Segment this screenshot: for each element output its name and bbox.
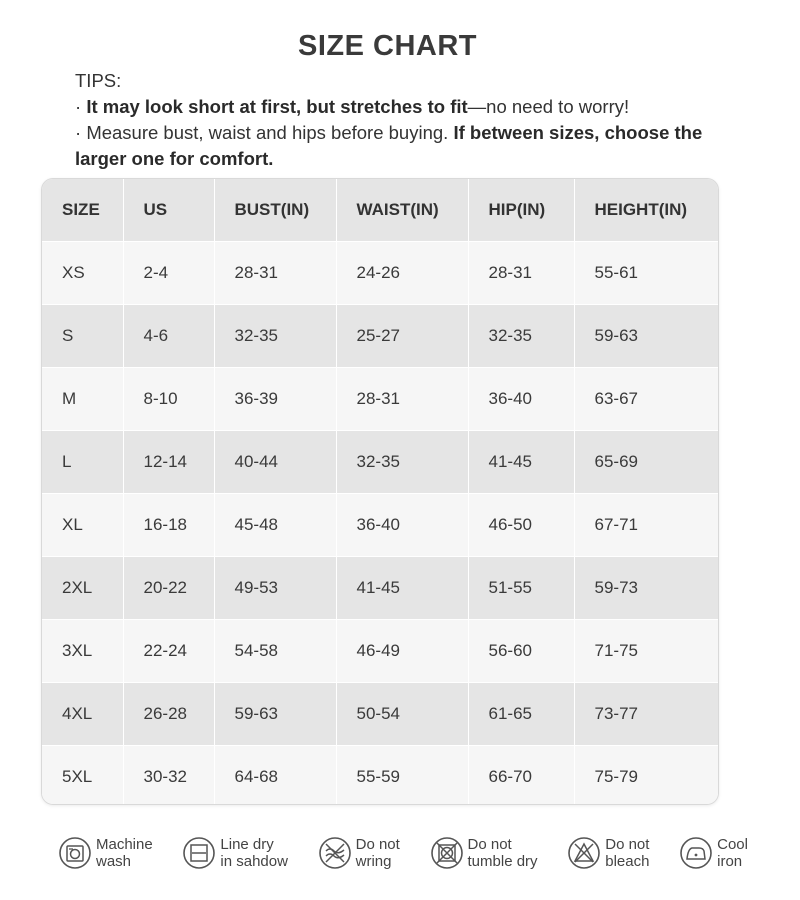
cell-waist: 41-45 [336,557,468,620]
cell-hip: 51-55 [468,557,574,620]
cell-waist: 46-49 [336,620,468,683]
do-not-wring-icon [318,836,352,870]
cell-bust: 59-63 [214,683,336,746]
cell-size: 4XL [42,683,123,746]
cell-us: 30-32 [123,746,214,806]
care-item [430,836,538,870]
cell-height: 65-69 [574,431,718,494]
cell-hip: 61-65 [468,683,574,746]
do-not-bleach-icon [567,836,601,870]
cell-waist: 32-35 [336,431,468,494]
cell-bust: 40-44 [214,431,336,494]
cell-waist: 24-26 [336,242,468,305]
cell-bust: 54-58 [214,620,336,683]
care-label [356,836,400,870]
cell-us: 8-10 [123,368,214,431]
care-item [567,836,649,870]
table-row [42,683,718,746]
cell-bust: 28-31 [214,242,336,305]
table-row [42,305,718,368]
cell-size: 5XL [42,746,123,806]
cell-hip: 28-31 [468,242,574,305]
care-label-line-1: Line dry [220,836,274,853]
table-row [42,494,718,557]
cell-us: 20-22 [123,557,214,620]
tip-line-1: · It may look short at first, but stretches to fit—no need to worry! [75,96,630,117]
cell-hip: 56-60 [468,620,574,683]
cell-height: 67-71 [574,494,718,557]
care-label-line-1: Cool [717,836,748,853]
header-size: SIZE [42,179,123,242]
care-label-line-1: Do not [467,836,512,853]
header-height: HEIGHT(IN) [574,179,718,242]
tip-1-rest: —no need to worry! [467,96,630,117]
cell-height: 71-75 [574,620,718,683]
cell-size: 3XL [42,620,123,683]
do-not-tumble-dry-icon [430,836,464,870]
care-item [58,836,153,870]
table-header-row [42,179,718,242]
machine-wash-icon [58,836,92,870]
table-row [42,431,718,494]
cell-waist: 50-54 [336,683,468,746]
care-label-line-2: wring [355,853,392,870]
care-instructions [58,832,748,874]
cell-hip: 41-45 [468,431,574,494]
care-label-line-2: tumble dry [467,853,538,870]
care-label [468,836,538,870]
care-item [182,836,288,870]
care-label-line-2: wash [96,853,132,870]
cell-hip: 36-40 [468,368,574,431]
cell-size: L [42,431,123,494]
cell-waist: 55-59 [336,746,468,806]
size-table [42,179,718,805]
cell-bust: 45-48 [214,494,336,557]
table-row [42,557,718,620]
cell-waist: 28-31 [336,368,468,431]
cell-us: 2-4 [123,242,214,305]
cell-us: 22-24 [123,620,214,683]
care-item [679,836,748,870]
care-label [96,836,153,870]
line-dry-icon [182,836,216,870]
cell-size: 2XL [42,557,123,620]
cell-height: 75-79 [574,746,718,806]
care-label-line-1: Machine [96,836,153,853]
cell-height: 63-67 [574,368,718,431]
tip-1-bold: It may look short at first, but stretches to fit [86,96,468,117]
cell-height: 73-77 [574,683,718,746]
table-row [42,368,718,431]
cell-hip: 46-50 [468,494,574,557]
cell-size: XS [42,242,123,305]
table-body [42,242,718,806]
care-label-line-1: Do not [605,836,650,853]
care-item [318,836,400,870]
size-table-container [41,178,719,805]
cool-iron-icon [679,836,713,870]
care-label-line-2: bleach [605,853,650,870]
cell-us: 16-18 [123,494,214,557]
cell-bust: 64-68 [214,746,336,806]
tips-heading: TIPS: [75,70,122,91]
care-label-line-1: Do not [355,836,400,853]
cell-waist: 25-27 [336,305,468,368]
page-title: SIZE CHART [298,30,477,62]
tips-block [75,68,755,172]
cell-size: XL [42,494,123,557]
header-waist: WAIST(IN) [336,179,468,242]
care-label [717,836,748,870]
cell-height: 59-63 [574,305,718,368]
care-label [605,836,649,870]
cell-hip: 32-35 [468,305,574,368]
cell-waist: 36-40 [336,494,468,557]
tip-2-bold: If between sizes, choose the larger one for comfort. [75,122,703,169]
cell-hip: 66-70 [468,746,574,806]
cell-bust: 32-35 [214,305,336,368]
cell-us: 26-28 [123,683,214,746]
cell-us: 12-14 [123,431,214,494]
cell-size: S [42,305,123,368]
care-label-line-2: iron [717,853,743,870]
care-label [220,836,288,870]
care-label-line-2: in sahdow [220,853,288,870]
cell-bust: 36-39 [214,368,336,431]
table-row [42,242,718,305]
header-hip: HIP(IN) [468,179,574,242]
table-row [42,620,718,683]
header-bust: BUST(IN) [214,179,336,242]
table-row [42,746,718,806]
cell-height: 55-61 [574,242,718,305]
cell-us: 4-6 [123,305,214,368]
header-us: US [123,179,214,242]
cell-height: 59-73 [574,557,718,620]
tip-2-plain: Measure bust, waist and hips before buying. [86,122,449,143]
cell-size: M [42,368,123,431]
tip-line-2: · Measure bust, waist and hips before buying. If between sizes, choose the larger one for comfort. [75,122,703,169]
cell-bust: 49-53 [214,557,336,620]
